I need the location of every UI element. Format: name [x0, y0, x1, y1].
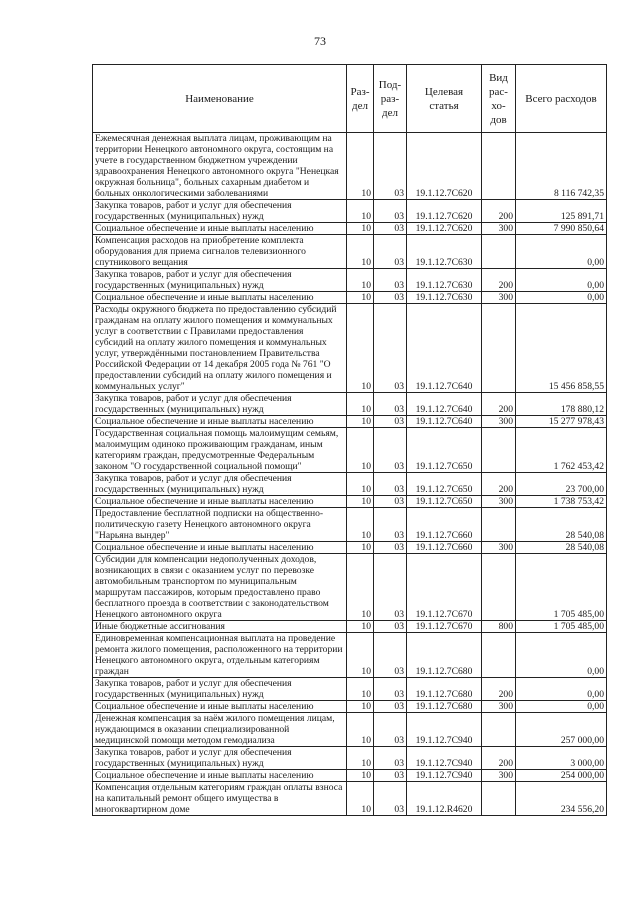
row-section: 10	[347, 770, 374, 782]
row-total: 0,00	[516, 633, 607, 678]
row-target: 19.1.12.7С940	[407, 713, 482, 747]
row-name: Социальное обеспечение и иные выплаты населению	[93, 701, 347, 713]
row-subsection: 03	[374, 416, 407, 428]
row-subsection: 03	[374, 770, 407, 782]
table-row	[93, 416, 607, 428]
row-total: 178 880,12	[516, 393, 607, 416]
row-total: 15 277 978,43	[516, 416, 607, 428]
table-row	[93, 633, 607, 678]
row-name: Закупка товаров, работ и услуг для обеспечения государственных (муниципальных) нужд	[93, 269, 347, 292]
row-expense-type: 300	[482, 770, 516, 782]
row-subsection: 03	[374, 701, 407, 713]
row-section: 10	[347, 235, 374, 269]
row-total: 7 990 850,64	[516, 223, 607, 235]
table-row	[93, 782, 607, 816]
table-row	[93, 508, 607, 542]
table-row	[93, 223, 607, 235]
row-expense-type: 200	[482, 200, 516, 223]
row-subsection: 03	[374, 473, 407, 496]
row-total: 15 456 858,55	[516, 304, 607, 393]
row-total: 1 738 753,42	[516, 496, 607, 508]
row-section: 10	[347, 416, 374, 428]
row-name: Государственная социальная помощь малоимущим семьям, малоимущим одиноко проживающим гражданам, иным категориям граждан, предусмотренные Федеральным законом "О государственной социальной помощи"	[93, 428, 347, 473]
row-expense-type: 300	[482, 496, 516, 508]
row-section: 10	[347, 223, 374, 235]
row-total: 234 556,20	[516, 782, 607, 816]
row-subsection: 03	[374, 542, 407, 554]
row-total: 0,00	[516, 292, 607, 304]
row-name: Расходы окружного бюджета по предоставлению субсидий гражданам на оплату жилого помещения и коммунальных услуг в соответствии с Правилами предоставления субсидий на оплату жилого помещения и коммунальных услуг, утверждёнными постановлением Правительства Российской Федерации от 14 декабря 2005 года № 761 "О предоставлении субсидий на оплату жилого помещения и коммунальных услуг"	[93, 304, 347, 393]
row-target: 19.1.12.7С680	[407, 701, 482, 713]
row-name: Закупка товаров, работ и услуг для обеспечения государственных (муниципальных) нужд	[93, 678, 347, 701]
row-expense-type: 300	[482, 701, 516, 713]
row-section: 10	[347, 393, 374, 416]
row-subsection: 03	[374, 223, 407, 235]
header-total: Всего расходов	[516, 65, 607, 133]
row-section: 10	[347, 633, 374, 678]
budget-table	[92, 64, 607, 816]
table-row	[93, 292, 607, 304]
row-target: 19.1.12.7С940	[407, 747, 482, 770]
row-expense-type: 300	[482, 542, 516, 554]
row-section: 10	[347, 133, 374, 200]
row-name: Единовременная компенсационная выплата на проведение ремонта жилого помещения, расположенного на территории Ненецкого автономного округа, отдельным категориям граждан	[93, 633, 347, 678]
table-row	[93, 235, 607, 269]
row-subsection: 03	[374, 747, 407, 770]
row-target: 19.1.12.R4620	[407, 782, 482, 816]
table-row	[93, 542, 607, 554]
row-name: Ежемесячная денежная выплата лицам, проживающим на территории Ненецкого автономного округа, состоящим на учете в государственном бюджетном учреждении здравоохранения Ненецкого автономного округа "Ненецкая окружная больница", больных сахарным диабетом и больных онкологическими заболеваниями	[93, 133, 347, 200]
row-name: Предоставление бесплатной подписки на общественно-политическую газету Ненецкого автономного округа "Нарьяна вындер"	[93, 508, 347, 542]
row-expense-type: 300	[482, 292, 516, 304]
row-target: 19.1.12.7С650	[407, 496, 482, 508]
row-subsection: 03	[374, 713, 407, 747]
table-row	[93, 554, 607, 621]
row-subsection: 03	[374, 621, 407, 633]
row-subsection: 03	[374, 235, 407, 269]
table-row	[93, 747, 607, 770]
row-total: 28 540,08	[516, 508, 607, 542]
row-target: 19.1.12.7С660	[407, 542, 482, 554]
row-expense-type	[482, 428, 516, 473]
row-total: 0,00	[516, 269, 607, 292]
row-subsection: 03	[374, 200, 407, 223]
row-expense-type	[482, 782, 516, 816]
row-expense-type: 200	[482, 269, 516, 292]
row-section: 10	[347, 701, 374, 713]
row-expense-type	[482, 235, 516, 269]
row-target: 19.1.12.7С620	[407, 200, 482, 223]
row-total: 1 705 485,00	[516, 621, 607, 633]
row-section: 10	[347, 428, 374, 473]
row-expense-type: 200	[482, 678, 516, 701]
row-expense-type	[482, 133, 516, 200]
row-subsection: 03	[374, 508, 407, 542]
row-total: 0,00	[516, 701, 607, 713]
row-section: 10	[347, 621, 374, 633]
row-total: 254 000,00	[516, 770, 607, 782]
row-name: Денежная компенсация за наём жилого помещения лицам, нуждающимся в оказании специализированной медицинской помощи методом гемодиализа	[93, 713, 347, 747]
row-section: 10	[347, 678, 374, 701]
table-row	[93, 701, 607, 713]
row-target: 19.1.12.7С640	[407, 416, 482, 428]
header-name: Наименование	[93, 65, 347, 133]
table-row	[93, 269, 607, 292]
header-section: Раз- дел	[347, 65, 374, 133]
table-row	[93, 304, 607, 393]
row-target: 19.1.12.7С630	[407, 269, 482, 292]
row-name: Социальное обеспечение и иные выплаты населению	[93, 292, 347, 304]
row-subsection: 03	[374, 428, 407, 473]
row-total: 0,00	[516, 678, 607, 701]
row-target: 19.1.12.7С680	[407, 678, 482, 701]
row-expense-type	[482, 713, 516, 747]
table-row	[93, 713, 607, 747]
row-subsection: 03	[374, 678, 407, 701]
row-total: 257 000,00	[516, 713, 607, 747]
row-target: 19.1.12.7С630	[407, 292, 482, 304]
table-row	[93, 770, 607, 782]
row-section: 10	[347, 508, 374, 542]
row-expense-type: 800	[482, 621, 516, 633]
row-expense-type: 200	[482, 473, 516, 496]
row-expense-type	[482, 508, 516, 542]
row-expense-type	[482, 633, 516, 678]
row-name: Социальное обеспечение и иные выплаты населению	[93, 416, 347, 428]
row-expense-type	[482, 304, 516, 393]
row-total: 0,00	[516, 235, 607, 269]
row-subsection: 03	[374, 393, 407, 416]
row-section: 10	[347, 473, 374, 496]
row-name: Социальное обеспечение и иные выплаты населению	[93, 770, 347, 782]
row-total: 28 540,08	[516, 542, 607, 554]
header-subsection: Под- раз- дел	[374, 65, 407, 133]
row-section: 10	[347, 269, 374, 292]
row-target: 19.1.12.7С650	[407, 428, 482, 473]
row-subsection: 03	[374, 554, 407, 621]
row-expense-type: 200	[482, 393, 516, 416]
row-target: 19.1.12.7С620	[407, 223, 482, 235]
row-name: Социальное обеспечение и иные выплаты населению	[93, 542, 347, 554]
row-target: 19.1.12.7С640	[407, 304, 482, 393]
row-name: Социальное обеспечение и иные выплаты населению	[93, 223, 347, 235]
row-name: Субсидии для компенсации недополученных доходов, возникающих в связи с оказанием услуг по перевозке автомобильным транспортом по муниципальным маршрутам пассажиров, которым предоставлено право бесплатного проезда в соответствии с законодательством Ненецкого автономного округа	[93, 554, 347, 621]
row-name: Компенсация расходов на приобретение комплекта оборудования для приема сигналов телевизионного спутникового вещания	[93, 235, 347, 269]
table-row	[93, 200, 607, 223]
row-expense-type: 200	[482, 747, 516, 770]
row-section: 10	[347, 782, 374, 816]
table-row	[93, 496, 607, 508]
row-subsection: 03	[374, 782, 407, 816]
row-name: Иные бюджетные ассигнования	[93, 621, 347, 633]
table-row	[93, 678, 607, 701]
row-target: 19.1.12.7С620	[407, 133, 482, 200]
row-section: 10	[347, 747, 374, 770]
table-header-row	[93, 65, 607, 133]
row-name: Компенсация отдельным категориям граждан оплаты взноса на капитальный ремонт общего имущества в многоквартирном доме	[93, 782, 347, 816]
row-target: 19.1.12.7С630	[407, 235, 482, 269]
row-name: Социальное обеспечение и иные выплаты населению	[93, 496, 347, 508]
row-target: 19.1.12.7С680	[407, 633, 482, 678]
row-subsection: 03	[374, 292, 407, 304]
row-expense-type: 300	[482, 416, 516, 428]
row-target: 19.1.12.7С670	[407, 621, 482, 633]
row-section: 10	[347, 542, 374, 554]
row-total: 3 000,00	[516, 747, 607, 770]
row-subsection: 03	[374, 304, 407, 393]
row-name: Закупка товаров, работ и услуг для обеспечения государственных (муниципальных) нужд	[93, 473, 347, 496]
header-expense-type: Вид рас- хо- дов	[482, 65, 516, 133]
row-expense-type	[482, 554, 516, 621]
page-number: 73	[314, 34, 326, 48]
row-total: 1 762 453,42	[516, 428, 607, 473]
row-target: 19.1.12.7С940	[407, 770, 482, 782]
row-target: 19.1.12.7С670	[407, 554, 482, 621]
row-expense-type: 300	[482, 223, 516, 235]
row-target: 19.1.12.7С640	[407, 393, 482, 416]
table-row	[93, 428, 607, 473]
row-section: 10	[347, 554, 374, 621]
row-section: 10	[347, 200, 374, 223]
table-row	[93, 473, 607, 496]
row-total: 8 116 742,35	[516, 133, 607, 200]
row-name: Закупка товаров, работ и услуг для обеспечения государственных (муниципальных) нужд	[93, 747, 347, 770]
row-name: Закупка товаров, работ и услуг для обеспечения государственных (муниципальных) нужд	[93, 200, 347, 223]
row-target: 19.1.12.7С660	[407, 508, 482, 542]
row-section: 10	[347, 713, 374, 747]
row-subsection: 03	[374, 496, 407, 508]
table-row	[93, 393, 607, 416]
table-row	[93, 621, 607, 633]
table-row	[93, 133, 607, 200]
row-section: 10	[347, 292, 374, 304]
header-target: Целевая статья	[407, 65, 482, 133]
row-section: 10	[347, 304, 374, 393]
row-total: 1 705 485,00	[516, 554, 607, 621]
row-subsection: 03	[374, 269, 407, 292]
row-subsection: 03	[374, 133, 407, 200]
row-subsection: 03	[374, 633, 407, 678]
row-total: 125 891,71	[516, 200, 607, 223]
row-section: 10	[347, 496, 374, 508]
row-total: 23 700,00	[516, 473, 607, 496]
row-target: 19.1.12.7С650	[407, 473, 482, 496]
row-name: Закупка товаров, работ и услуг для обеспечения государственных (муниципальных) нужд	[93, 393, 347, 416]
